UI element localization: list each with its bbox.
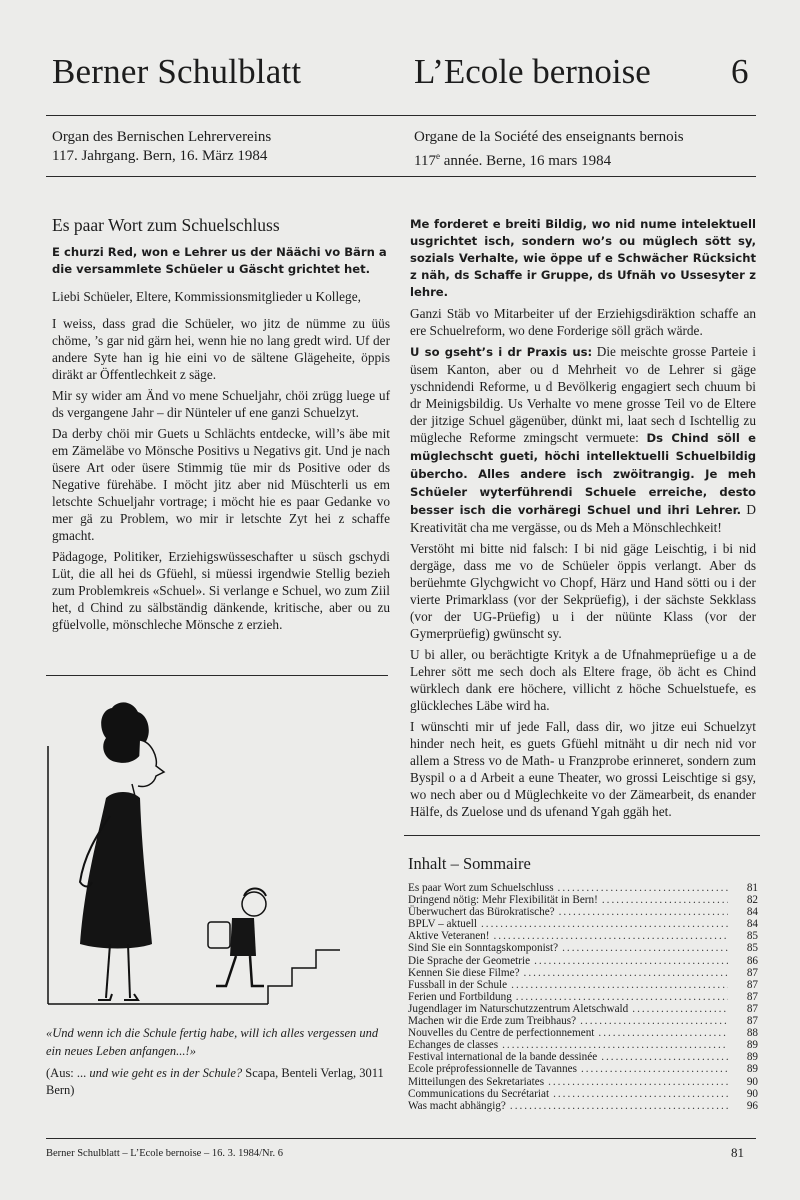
leader-dots <box>632 1003 728 1015</box>
contents-item[interactable] <box>408 955 758 967</box>
cartoon-caption: «Und wenn ich die Schule fertig habe, will ich alles vergessen und ein neues Leben anfangen...!» <box>46 1026 379 1058</box>
organ-de-line1: Organ des Bernischen Lehrervereins <box>52 129 272 145</box>
contents-item-page: 84 <box>746 918 758 931</box>
contents-item-title: Nouvelles du Centre de perfectionnement <box>408 1027 595 1040</box>
contents-item-page: 87 <box>746 966 758 979</box>
contents-item[interactable] <box>408 1088 758 1100</box>
leader-dots <box>502 1039 728 1051</box>
contents-item-page: 90 <box>746 1087 758 1100</box>
contents-item-title: Echanges de classes <box>408 1039 499 1052</box>
contents-item-page: 81 <box>746 882 758 894</box>
contents-item-page: 90 <box>746 1075 758 1088</box>
page-number: 81 <box>731 1145 744 1160</box>
contents-item-title: Mitteilungen des Sekretariates <box>408 1075 545 1088</box>
contents-list <box>408 882 758 1112</box>
cartoon-source <box>46 1065 386 1099</box>
organ-fr-line2: 117e année. Berne, 16 mars 1984 <box>414 151 612 169</box>
contents-item[interactable] <box>408 979 758 991</box>
contents-item[interactable] <box>408 1100 758 1112</box>
contents-item-page: 87 <box>746 1002 758 1015</box>
article-left-column <box>52 217 390 637</box>
article-right-lead: Me forderet e breiti Bildig, wo nid nume intelektuell usgrichtet isch, sondern wo’s ou müglech sött sy, sozials Verhalte, wie öppe uf e Schwächer Rücksicht z näh, ds Schaffe ir Gruppe, ds Ufnäh vo Ussesyter z lehre. <box>410 217 756 299</box>
contents-item-title: Sind Sie ein Sonntagskomponist? <box>408 942 559 955</box>
contents-item-title: Machen wir die Erde zum Treibhaus? <box>408 1015 577 1028</box>
contents-item-title: Überwuchert das Bürokratische? <box>408 906 555 919</box>
article-right-column <box>410 216 756 824</box>
leader-dots <box>548 1076 728 1088</box>
contents-item-page: 85 <box>746 930 758 943</box>
cartoon-rule <box>46 675 388 676</box>
contents-item-title: Ecole préprofessionnelle de Tavannes <box>408 1063 577 1076</box>
praxis-text: Die meischte grosse Parteie i üsem Kanton, aber ou d Mehrheit vo de Lehrer si gäge yschnidendi Reforme, u d Bevölkerig engagiert sech chuum bi dr Meinigsbildig. Us Verhalte vo mene grosse Teil vo de Eltere der jitzige Schuel gägenüber, dünkt mi, laat sech d Ischtellig zu mügleche Reforme zmingscht vermuete: <box>410 344 756 445</box>
contents-item-page: 85 <box>746 942 758 955</box>
contents-item-title: Kennen Sie diese Filme? <box>408 966 520 979</box>
source-suffix: Scapa, Benteli Verlag, 3011 Bern) <box>46 1066 384 1097</box>
contents-title: Inhalt – Sommaire <box>408 854 531 873</box>
article-paragraph: U bi aller, ou berächtigte Krityk a de Ufnahmeprüefige u a de Lehrer sött me sech doch als Eltere frage, öb ächt es Chind würklech dank ere höchere, villicht z höche Schuelstuefe, es glückleches Läbe wird ha. <box>410 647 756 713</box>
leader-dots <box>516 991 728 1003</box>
organ-fr <box>414 128 764 171</box>
leader-dots <box>534 955 728 967</box>
contents-item-page: 88 <box>746 1027 758 1040</box>
source-title: und wie geht es in der Schule? <box>89 1066 243 1080</box>
contents-item-page: 86 <box>746 954 758 967</box>
issue-number: 6 <box>731 52 749 91</box>
article-paragraph: Verstöht mi bitte nid falsch: I bi nid gäge Leischtig, i bi nid dergäge, dass me vo de Schüeler öppis verlangt. Aber ds berüehmte Glychgwicht vo Chopf, Härz und Hand sötti ou i der vierte Primarklass (vor der Sekprüefig), i der sächste Sekklass (vor der UG-Prüefig) u i der nüünte Klass (vor der Gymerprüefig) gwünscht sy. <box>410 541 756 641</box>
masthead-title-de: Berner Schulblatt <box>52 52 302 91</box>
contents-item-page: 82 <box>746 894 758 907</box>
organ-fr-line1: Organe de la Société des enseignants bernois <box>414 129 684 145</box>
article-title: Es paar Wort zum Schuelschluss <box>52 215 280 235</box>
leader-dots <box>598 1027 728 1039</box>
contents-item-page: 89 <box>746 1051 758 1064</box>
contents-item-title: Fussball in der Schule <box>408 978 508 991</box>
praxis-heading: U so gseht’s i dr Praxis us: <box>410 345 593 359</box>
article-paragraph: I wünschti mir uf jede Fall, dass dir, wo jitze eui Schuelzyt hinder nech heit, es guets Gfüehl mitnäht u dir nech nid vor allem a Stress vo de Math- u Franzprobe erinneret, sondern zum Byspil o a d Arbeit a eune Theater, wo grossi Leischtige si gsy, wo nech aber ou d Müglechkeite vo der Zämearbeit, ds enander Hälfe, ds Zuelose und ds ufenand Ygah ggäh het. <box>410 719 756 819</box>
contents-item-page: 96 <box>746 1099 758 1112</box>
contents-item-title: Aktive Veteranen! <box>408 930 490 943</box>
praxis-emphasis: Ds Chind söll e müglechscht gueti, höchi intellektuelli Schuelbildig übercho. Alles andere isch zwöitrangig. Je meh Schüeler wyterführendi Schuele erreiche, desto besser isch die vorhäregi Schuel und ihri Lehrer. <box>410 431 756 517</box>
organ-de-line2: 117. Jahrgang. Bern, 16. März 1984 <box>52 148 268 164</box>
contents-item-page: 87 <box>746 1015 758 1028</box>
contents-item[interactable] <box>408 1063 758 1075</box>
leader-dots <box>559 906 728 918</box>
leader-dots <box>481 918 728 930</box>
leader-dots <box>580 1015 728 1027</box>
contents-item-title: Dringend nötig: Mehr Flexibilität in Bern! <box>408 894 598 907</box>
contents-item[interactable] <box>408 1076 758 1088</box>
contents-item-page: 89 <box>746 1039 758 1052</box>
contents-item-title: Jugendlager im Naturschutzzentrum Aletschwald <box>408 1002 629 1015</box>
article-paragraph: Pädagoge, Politiker, Erziehigswüsseschafter u süsch gschydi Lüt, die all hei ds Gfüehl, si müessi irgendwie Stellig bezieh zum Problemkreis «Schuel». Si verlange e Schuel, wo zum Ziil het, d Chind zu sälbständig dänkende, kritische, aber ou zu gfüelvolle, mönschleche Mönsche z erzieh. <box>52 549 390 632</box>
contents-item[interactable] <box>408 1027 758 1039</box>
contents-item-title: Ferien und Fortbildung <box>408 990 512 1003</box>
contents-item-page: 89 <box>746 1063 758 1076</box>
leader-dots <box>553 1088 728 1100</box>
article-lead: E churzi Red, won e Lehrer us der Näächi vo Bärn a die versammlete Schüeler u Gäscht grichtet het. <box>52 245 387 276</box>
contents-item[interactable] <box>408 967 758 979</box>
contents-item-title: Festival international de la bande dessinée <box>408 1051 598 1064</box>
footer-rule <box>46 1138 756 1139</box>
leader-dots <box>524 967 728 979</box>
leader-dots <box>601 1051 728 1063</box>
leader-dots <box>602 894 728 906</box>
contents-item[interactable] <box>408 1003 758 1015</box>
contents-item[interactable] <box>408 991 758 1003</box>
organ-de <box>52 128 392 166</box>
page-footer: Berner Schulblatt – L’Ecole bernoise – 16. 3. 1984/Nr. 6 <box>46 1148 283 1159</box>
contents-item-page: 87 <box>746 990 758 1003</box>
contents-item[interactable] <box>408 1039 758 1051</box>
leader-dots <box>494 930 729 942</box>
contents-item[interactable] <box>408 1015 758 1027</box>
cartoon-illustration <box>40 686 380 1016</box>
contents-item-title: Die Sprache der Geometrie <box>408 954 531 967</box>
article-salutation: Liebi Schüeler, Eltere, Kommissionsmitglieder u Kollege, <box>52 289 361 304</box>
contents-item-title: BPLV – aktuell <box>408 918 477 931</box>
contents-item-page: 87 <box>746 978 758 991</box>
contents-rule <box>404 835 760 836</box>
leader-dots <box>511 979 728 991</box>
contents-item-page: 84 <box>746 906 758 919</box>
masthead-title-fr: L’Ecole bernoise <box>414 52 651 91</box>
leader-dots <box>562 942 728 954</box>
article-paragraph: Mir sy wider am Änd vo mene Schueljahr, chöi zrügg luege uf ds vergangene Jahr – dir Nünteler uf ene ganzi Schuelzyt. <box>52 388 390 420</box>
contents-item[interactable] <box>408 906 758 918</box>
contents-item[interactable] <box>408 942 758 954</box>
contents-item[interactable] <box>408 882 758 894</box>
article-paragraph <box>410 343 756 536</box>
article-paragraph: Ganzi Stäb vo Mitarbeiter uf der Erziehigsdiräktion schaffe an ere Schuelreform, wo dene Forderige söll gräch wärde. <box>410 306 756 338</box>
source-prefix: (Aus: ... <box>46 1066 87 1080</box>
leader-dots <box>581 1063 728 1075</box>
contents-item-title: Was macht abhängig? <box>408 1099 506 1112</box>
contents-item-title: Communications du Secrétariat <box>408 1087 550 1100</box>
praxis-end: D Kreativität cha me vergässe, ou ds Meh a Mönschlechkeit! <box>410 502 756 535</box>
organ-rule <box>46 176 756 177</box>
leader-dots <box>558 882 728 894</box>
masthead-rule <box>46 115 756 116</box>
article-paragraph: Da derby chöi mir Guets u Schlächts entdecke, will’s äbe mit em Zämeläbe vo Mönsche Positivs u Negativs git. Und je nach üsere Art oder üsere Stimmig tüe mir ds Positive oder ds Negative fürehäbe. I möcht jitz aber nid Müschterli us em letschte Schueljahr vortrage; i möcht hie es paar Gedanke vo mer gä zu Problem, wo mir ir letschte Zyt hei z schaffe gmacht. <box>52 426 390 543</box>
contents-item[interactable] <box>408 918 758 930</box>
contents-item[interactable] <box>408 930 758 942</box>
contents-item[interactable] <box>408 894 758 906</box>
leader-dots <box>510 1100 728 1112</box>
contents-item[interactable] <box>408 1051 758 1063</box>
article-paragraph: I weiss, dass grad die Schüeler, wo jitz de nümme zu üüs chöme, ’s gar nid gärn hei, wenn hie no lang gredt wird. Uf der andere Syte han ig hie eini vo de sältene Glägeheite, öppis diräkt ar Öffentlechkeit z säge. <box>52 316 390 382</box>
contents-item-title: Es paar Wort zum Schuelschluss <box>408 882 554 894</box>
